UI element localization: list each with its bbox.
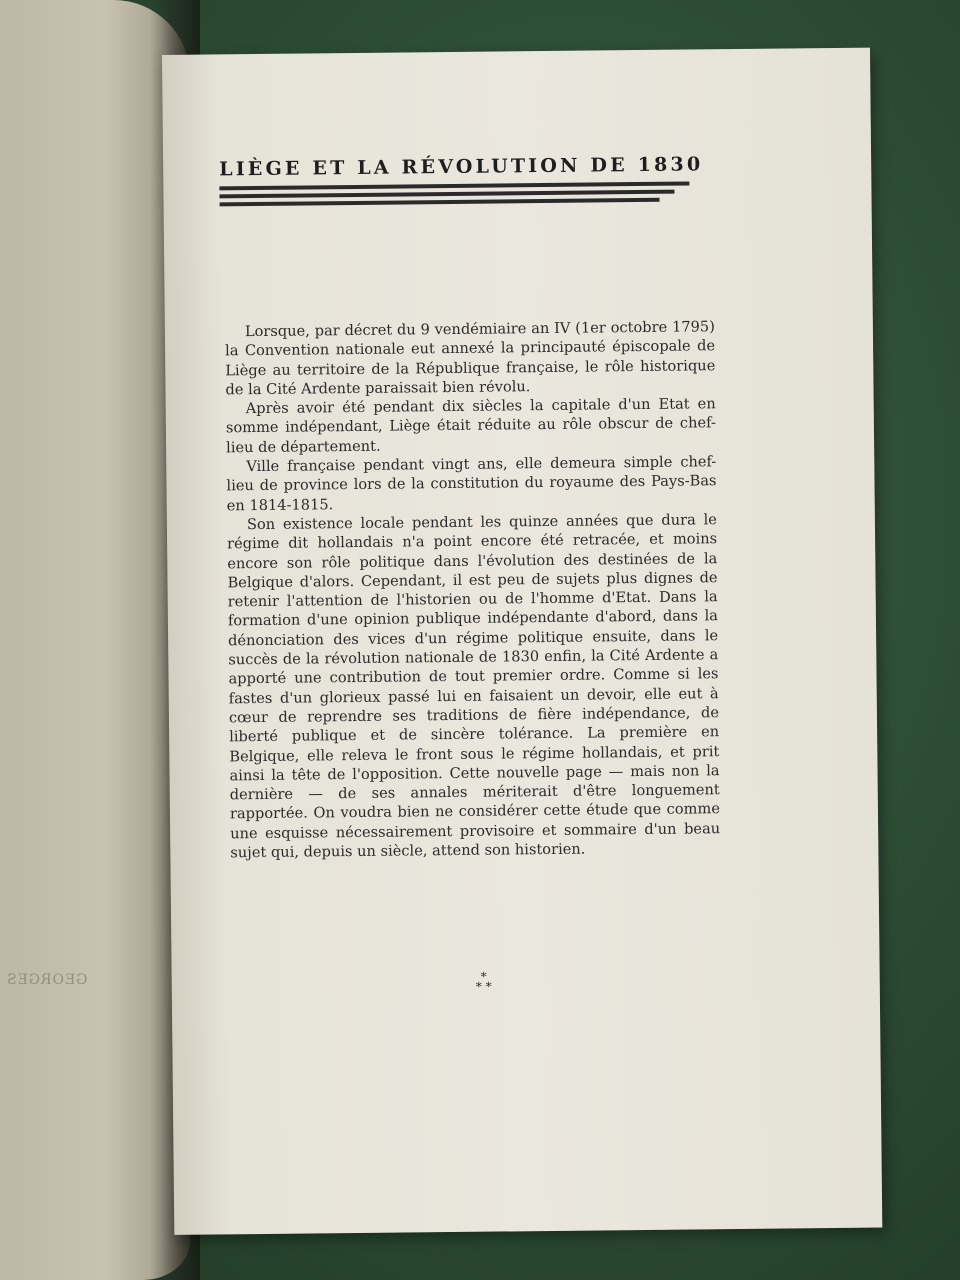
heading-rule-1 bbox=[219, 181, 689, 190]
asterism-separator bbox=[464, 969, 504, 994]
asterism-top: * bbox=[480, 969, 487, 984]
left-page-bleed-text: GEORGES bbox=[6, 972, 88, 988]
asterism-bottom: * * bbox=[475, 979, 492, 994]
paragraph: Ville française pendant vingt ans, elle demeura simple chef-lieu de province lors de la constitution du royaume des Pays-Bas en 1814-1815. bbox=[226, 453, 717, 515]
heading-rule-2 bbox=[219, 190, 674, 199]
paragraph: Lorsque, par décret du 9 vendémiaire an IV (1er octobre 1795) la Convention nationale eut annexé la principauté épiscopale de Liège au territoire de la République française, le rôle historique de la Cité Ardente paraissait bien révolu. bbox=[225, 318, 716, 399]
chapter-heading bbox=[219, 153, 704, 206]
heading-rule-3 bbox=[220, 198, 660, 207]
right-page bbox=[162, 48, 882, 1235]
body-text bbox=[225, 317, 721, 862]
paragraph: Son existence locale pendant les quinze années que dura le régime dit hollandais n'a point encore été retracée, et moins encore son rôle politique dans l'évolution des destinées de la Belgique d'alors. Cependant, il est peu de sujets plus dignes de retenir l'attention de l'historien ou de l'homme d'Etat. Dans la formation d'une opinion publique indépendante d'abord, dans la dénonciation des vices d'un régime politique ensuite, dans le succès de la révolution nationale de 1830 enfin, la Cité Ardente a apporté une contribution de tout premier ordre. Comme si les fastes d'un glorieux passé lui en faisaient un devoir, elle eut à cœur de reprendre ses traditions de fière indépendance, de liberté publique et de sincère tolérance. La première en Belgique, elle releva le front sous le régime hollandais, et prit ainsi la tête de l'opposition. Cette nouvelle page — mais non la dernière — de ses annales mériterait d'être longuement rapportée. On voudra bien ne considérer cette étude que comme une esquisse nécessairement provisoire et sommaire d'un beau sujet qui, depuis un siècle, attend son historien. bbox=[227, 511, 721, 862]
paragraph: Après avoir été pendant dix siècles la capitale d'un Etat en somme indépendant, Liège était réduite au rôle obscur de chef-lieu de département. bbox=[225, 395, 716, 457]
page-title: LIÈGE ET LA RÉVOLUTION DE 1830 bbox=[219, 153, 704, 181]
